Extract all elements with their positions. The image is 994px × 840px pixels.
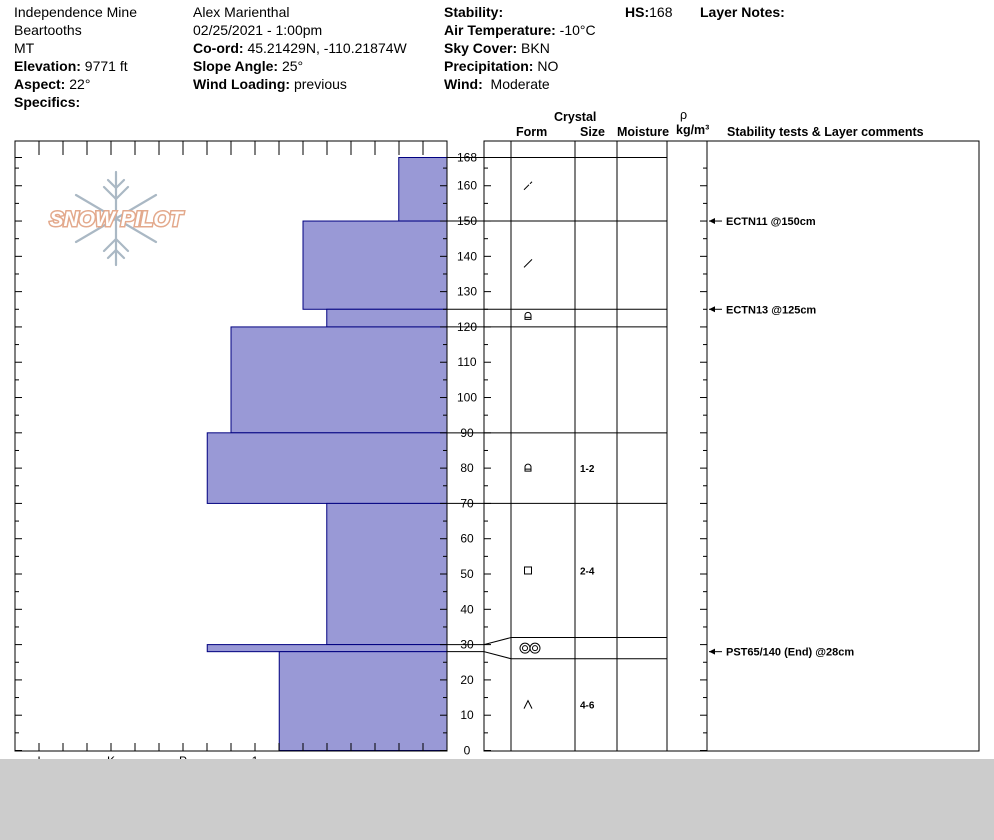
aspect-value: 22° bbox=[69, 76, 91, 92]
test-pointer-arrow bbox=[709, 306, 715, 312]
crystal-stroke bbox=[524, 185, 529, 190]
form-heading: Form bbox=[516, 125, 548, 139]
hs-value: 168 bbox=[649, 4, 673, 20]
height-tick-label: 150 bbox=[456, 214, 478, 229]
hardness-bar bbox=[207, 433, 447, 504]
crystal-stroke bbox=[530, 182, 532, 184]
layer-table-frame bbox=[484, 141, 979, 751]
height-tick-label: 120 bbox=[456, 319, 478, 334]
crystal-stroke bbox=[524, 259, 532, 267]
precip-value: NO bbox=[537, 58, 559, 74]
height-tick-label: 130 bbox=[456, 284, 478, 299]
slope-value: 25° bbox=[281, 58, 304, 74]
crystal-symbol-decomposing-slash bbox=[524, 259, 532, 267]
hardness-bar bbox=[327, 309, 447, 327]
size-heading: Size bbox=[580, 125, 606, 139]
elevation-label: Elevation: bbox=[14, 58, 81, 74]
crystal-symbol-melt-freeze bbox=[520, 643, 540, 653]
slope-label: Slope Angle: bbox=[193, 58, 279, 74]
crystal-stroke bbox=[525, 312, 531, 319]
hardness-bar bbox=[303, 221, 447, 309]
hardness-bar bbox=[231, 327, 447, 433]
snowpilot-logo-text: SNOW PILOT bbox=[49, 208, 183, 231]
datetime-text: 02/25/2021 - 1:00pm bbox=[193, 22, 323, 38]
wind-label: Wind: bbox=[444, 76, 483, 92]
height-tick-label: 60 bbox=[460, 531, 474, 546]
air-temp-label: Air Temperature: bbox=[444, 22, 556, 38]
range-text: Beartooths bbox=[14, 22, 82, 38]
crystal-size-label: 1-2 bbox=[580, 464, 595, 476]
footer-bar bbox=[0, 759, 994, 840]
height-tick-label: 40 bbox=[460, 602, 474, 617]
specifics-label: Specifics: bbox=[14, 94, 81, 110]
height-tick-label: 70 bbox=[460, 496, 474, 511]
observer-text: Alex Marienthal bbox=[193, 4, 290, 20]
hs-label: HS: bbox=[625, 4, 650, 20]
height-tick-label: 10 bbox=[460, 708, 474, 723]
height-tick-label: 20 bbox=[460, 672, 474, 687]
sky-value: BKN bbox=[521, 40, 550, 56]
sky-label: Sky Cover: bbox=[444, 40, 518, 56]
height-tick-label: 100 bbox=[456, 390, 478, 405]
hardness-bar bbox=[327, 503, 447, 644]
layer-boundary-line bbox=[447, 652, 667, 659]
hardness-bar bbox=[279, 652, 447, 751]
layer-notes-label: Layer Notes: bbox=[700, 4, 785, 20]
test-result-label: ECTN13 @125cm bbox=[726, 304, 817, 317]
crystal-symbol-depth-hoar bbox=[524, 701, 532, 709]
density-unit-heading: kg/m³ bbox=[676, 123, 710, 137]
crystal-size-label: 4-6 bbox=[580, 700, 595, 712]
location-text: Independence Mine bbox=[14, 4, 137, 20]
crystal-symbol-faceted bbox=[525, 567, 532, 574]
height-tick-label: 0 bbox=[463, 743, 471, 758]
test-result-label: PST65/140 (End) @28cm bbox=[726, 646, 855, 659]
height-tick-label: 90 bbox=[460, 425, 474, 440]
crystal-stroke bbox=[530, 643, 540, 653]
height-tick-label: 160 bbox=[456, 178, 478, 193]
precip-label: Precipitation: bbox=[444, 58, 534, 74]
height-tick-label: 110 bbox=[457, 355, 477, 370]
crystal-stroke bbox=[533, 646, 538, 651]
aspect-label: Aspect: bbox=[14, 76, 66, 92]
rho-heading: ρ bbox=[680, 108, 688, 122]
test-result-label: ECTN11 @150cm bbox=[726, 216, 816, 229]
height-tick-label: 80 bbox=[460, 461, 474, 476]
crystal-heading: Crystal bbox=[554, 110, 597, 124]
elevation-value: 9771 ft bbox=[84, 58, 128, 74]
crystal-stroke bbox=[524, 701, 532, 709]
moisture-heading: Moisture bbox=[617, 125, 670, 139]
crystal-stroke bbox=[525, 567, 532, 574]
wind-loading-label: Wind Loading: bbox=[193, 76, 291, 92]
comments-heading: Stability tests & Layer comments bbox=[727, 125, 924, 139]
coord-label: Co-ord: bbox=[193, 40, 244, 56]
crystal-stroke bbox=[525, 464, 531, 471]
crystal-size-label: 2-4 bbox=[580, 566, 595, 578]
stability-label: Stability: bbox=[444, 4, 504, 20]
layer-boundary-line bbox=[447, 638, 667, 645]
wind-loading-value: previous bbox=[293, 76, 347, 92]
crystal-stroke bbox=[520, 643, 530, 653]
snowpilot-logo bbox=[50, 172, 185, 265]
height-tick-label: 168 bbox=[456, 150, 478, 165]
crystal-symbol-rounding-faceted bbox=[525, 312, 531, 319]
height-tick-label: 140 bbox=[456, 249, 478, 264]
test-pointer-arrow bbox=[709, 649, 715, 655]
hardness-bar bbox=[399, 158, 447, 222]
coord-value: 45.21429N, -110.21874W bbox=[247, 40, 407, 56]
crystal-symbol-decomposing bbox=[524, 182, 532, 190]
test-pointer-arrow bbox=[709, 218, 715, 224]
crystal-symbol-rounding-faceted bbox=[525, 464, 531, 471]
crystal-stroke bbox=[523, 646, 528, 651]
state-text: MT bbox=[14, 40, 35, 56]
air-temp-value: -10°C bbox=[559, 22, 596, 38]
height-tick-label: 30 bbox=[460, 637, 474, 652]
hardness-bar bbox=[207, 645, 447, 652]
wind-value: Moderate bbox=[490, 76, 550, 92]
height-tick-label: 50 bbox=[460, 567, 474, 582]
